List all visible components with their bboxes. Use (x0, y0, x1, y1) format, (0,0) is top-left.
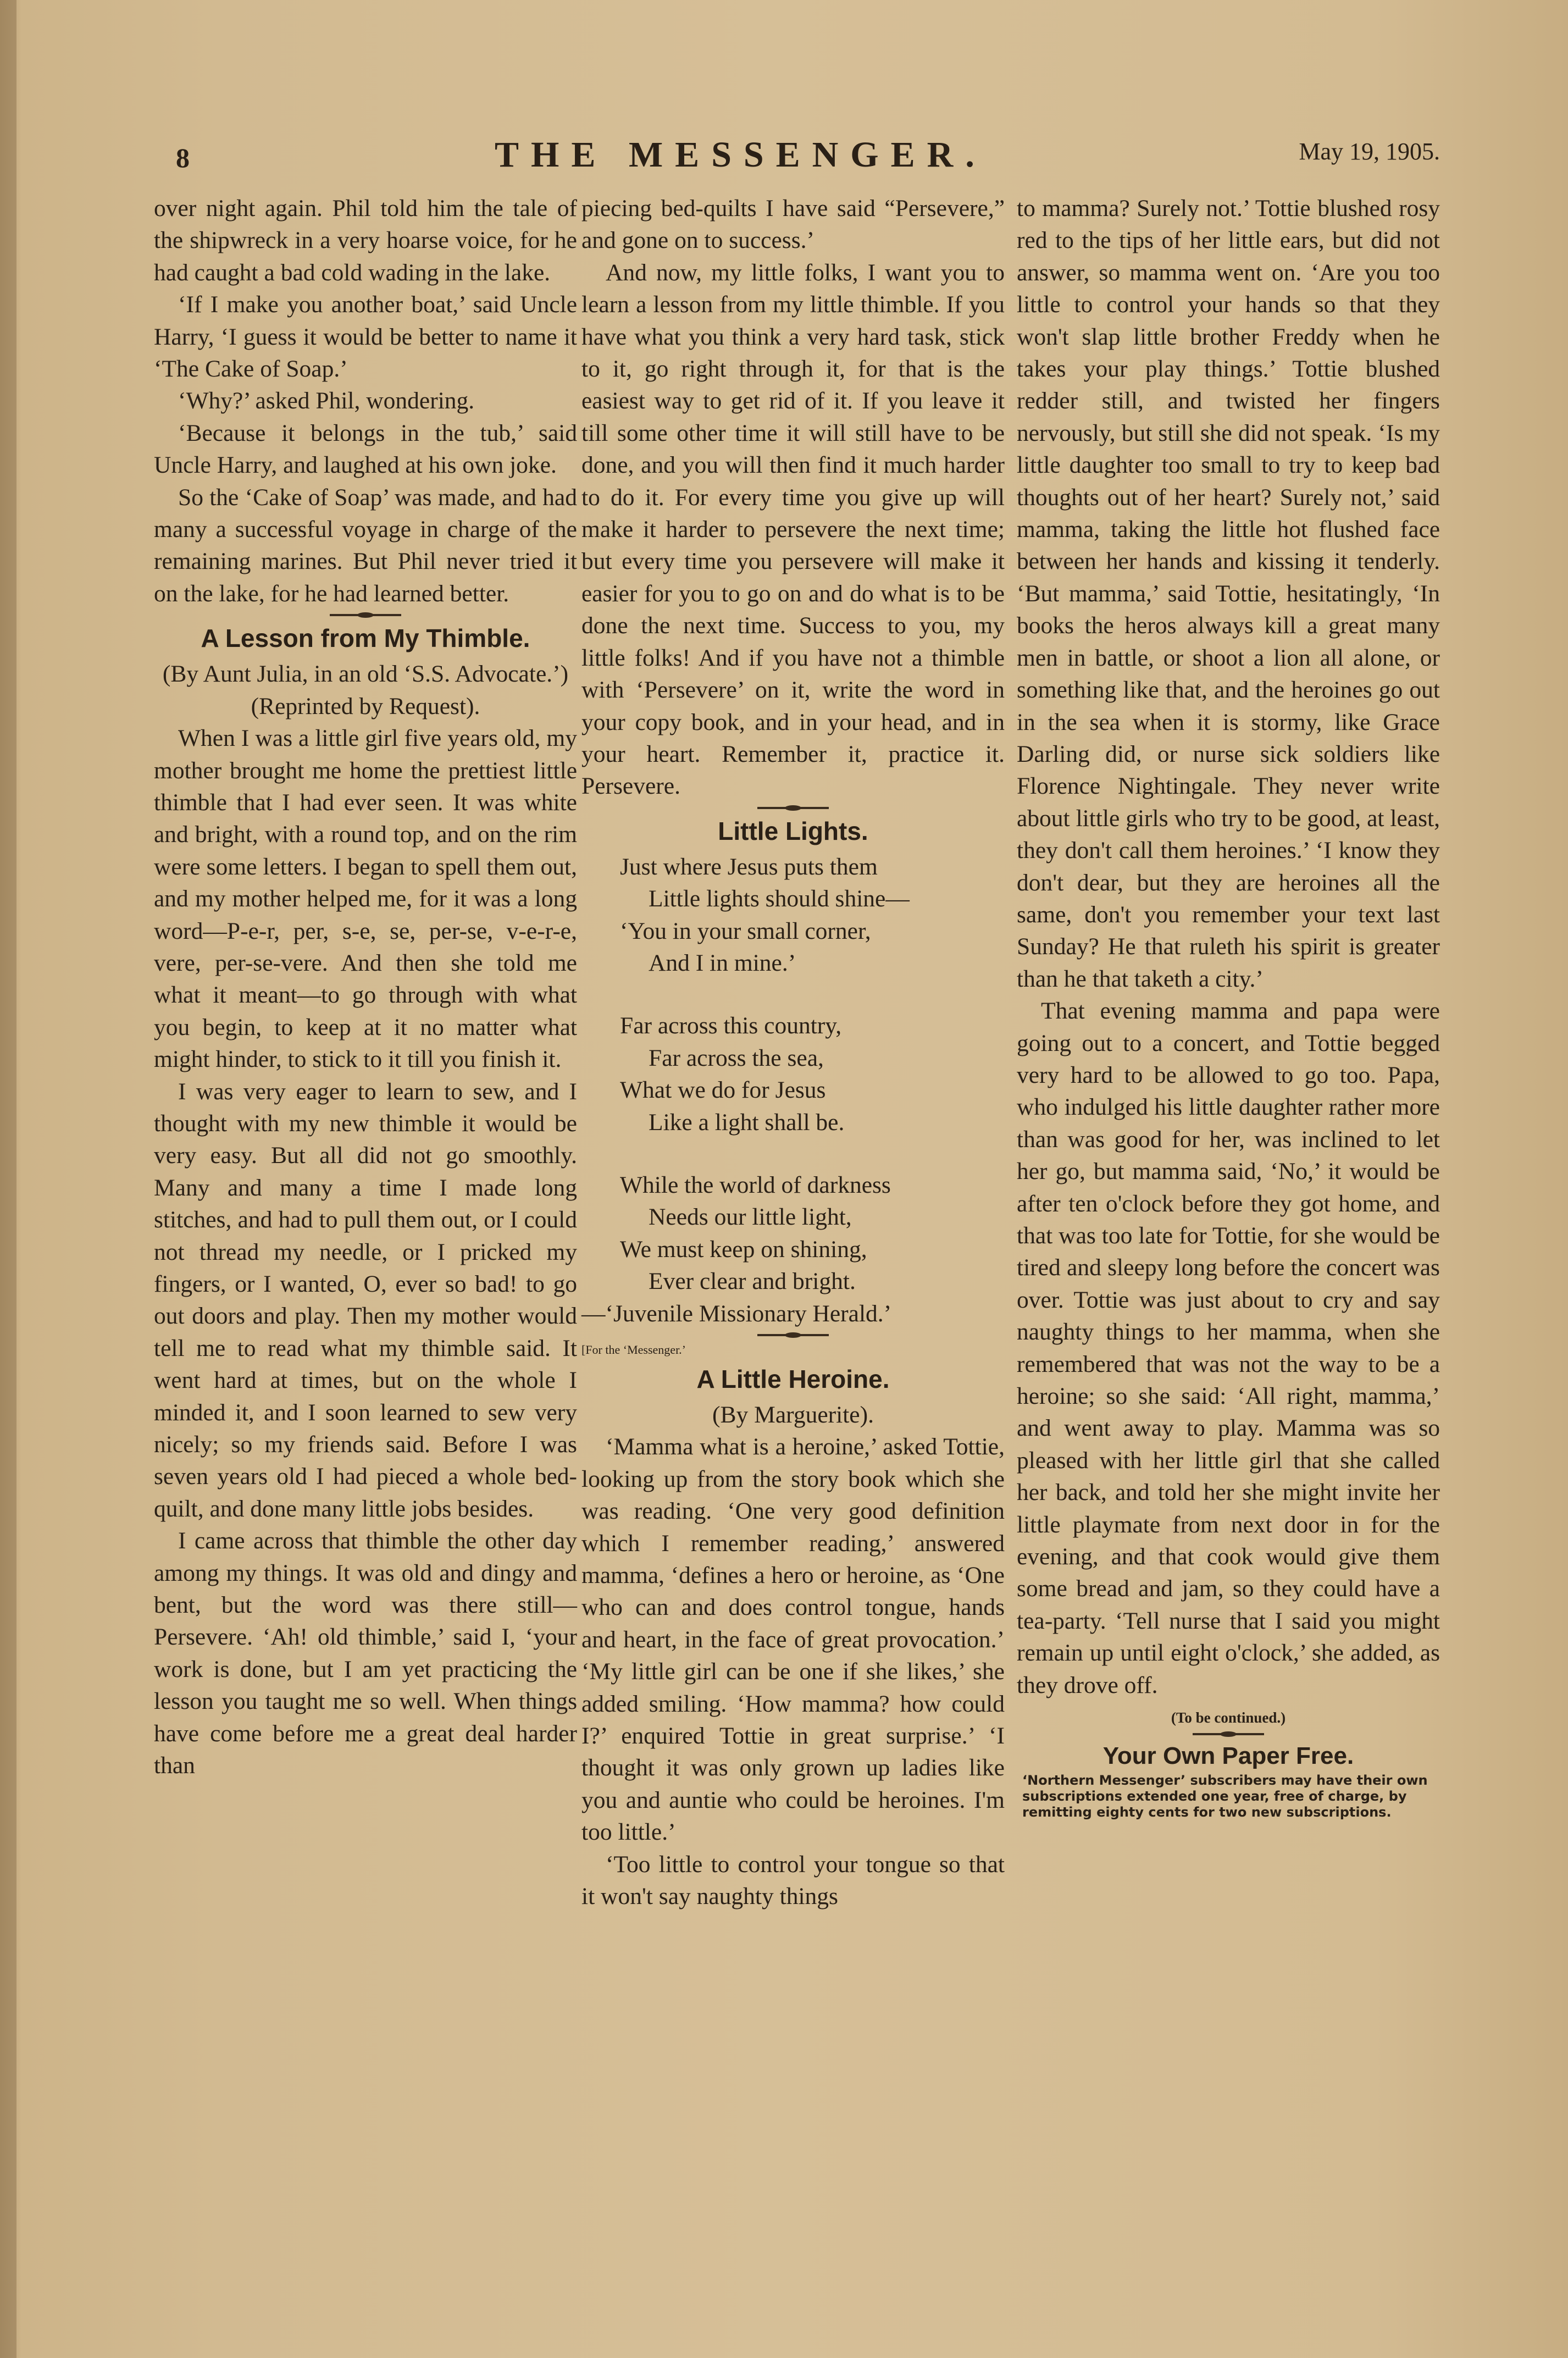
section-divider (757, 1334, 829, 1336)
article-paragraph: That evening mamma and papa were going out to a concert, and Tottie begged very hard to be allowed to go too. Papa, who indulged his little daughter rather more than was good for her, was inclined to let her go, but mamma said, ‘No,’ it would be after ten o'clock before they got home, and that was too late for Tottie, for she would be tired and sleepy long before the concert was over. Tottie was just about to cry and say naughty things to her mamma, when she remembered that was not the way to be a heroine; so she said: ‘All right, mamma,’ and went away to play. Mamma was so pleased with her little girl that she called her back, and told her she might invite her little playmate from next door in for the evening, and that cook would give them some bread and jam, so they could have a tea-party. ‘Tell nurse that I said you might remain up until eight o'clock,’ she added, as they drove off. (1017, 998, 1440, 1698)
story-paragraph: So the ‘Cake of Soap’ was made, and had many a successful voyage in charge of the remaining marines. But Phil never tried it on the lake, for he had learned better. (154, 484, 577, 607)
article-title-thimble: A Lesson from My Thimble. (201, 624, 530, 653)
masthead-title: THE MESSENGER. (495, 135, 987, 175)
article-paragraph: And now, my little folks, I want you to learn a lesson from my little thimble. If you have what you think a very hard task, stick to it, go right through it, for that is the easiest way to get rid of it. If you leave it till some other time it will still have to be done, and you will then find it much harder to do it. For every time you give up will make it harder to persevere the next time; but every time you persevere will make it easier for you to go on and do what is to be done the next time. Success to you, my little folks! And if you have not a thimble with ‘Persevere’ on it, write the word in your copy book, and in your head, and in your heart. Remember it, practice it. Persevere. (581, 259, 1005, 800)
poem-line: We must keep on shining, (620, 1236, 867, 1263)
notice-title: Your Own Paper Free. (1102, 1742, 1354, 1770)
article-paragraph: When I was a little girl five years old, my mother brought me home the prettiest little thimble that I had ever seen. It was white and bright, with a round top, and on the rim were some letters. I began to spell them out, and my mother helped me, for it was a long word—P-e-r, per, s-e, se, per-se, v-e-r-e, vere, per-se-vere. And then she told me what it meant—to go through with what you begin, to keep at it no matter what might hinder, to stick to it till you finish it. (154, 725, 577, 1073)
section-divider (330, 614, 401, 616)
column-left (154, 192, 577, 1782)
page-number: 8 (176, 142, 190, 173)
article-paragraph: I was very eager to learn to sew, and I thought with my new thimble it would be very easy. But all did not go smoothly. Many and many a time I made long stitches, and had to pull them out, or I could not thread my needle, or I pricked my fingers, or I wanted, O, ever so bad! to go out doors and play. Then my mother would tell me to read what my thimble said. It went hard at times, but on the whole I minded it, and I soon learned to sew very nicely; so my friends said. Before I was seven years old I had pieced a whole bed-quilt, and done many little jobs besides. (154, 1078, 577, 1522)
article-paragraph: ‘Mamma what is a heroine,’ asked Tottie, looking up from the story book which she was reading. ‘One very good definition which I remember reading,’ answered mamma, ‘defines a hero or heroine, as ‘One who can and does control tongue, hands and heart, in the face of great provocation.’ ‘My little girl can be one if she likes,’ she added smiling. ‘How mamma? how could I?’ enquired Tottie in great surprise.’ ‘I thought it was only grown up ladies like you and auntie who could be heroines. I'm too little.’ (581, 1433, 1005, 1846)
poem-line: And I in mine.’ (649, 949, 796, 976)
poem-line: Little lights should shine— (649, 885, 910, 912)
column-middle (581, 192, 1005, 1913)
poem-line: Far across the sea, (649, 1044, 824, 1071)
story-paragraph: ‘If I make you another boat,’ said Uncle Harry, ‘I guess it would be better to name it ‘The Cake of Soap.’ (154, 291, 577, 383)
poem-body (581, 851, 1005, 1298)
poem-line: Needs our little light, (649, 1204, 852, 1231)
issue-date: May 19, 1905. (1299, 138, 1440, 165)
page-header (154, 131, 1440, 180)
poem-title: Little Lights. (718, 816, 868, 845)
contribution-note: [For the ‘Messenger.’ (581, 1343, 686, 1357)
story-paragraph: ‘Because it belongs in the tub,’ said Uncle Harry, and laughed at his own joke. (154, 419, 577, 479)
section-divider (757, 807, 829, 809)
poem-line: Ever clear and bright. (649, 1268, 856, 1295)
notice-body: ‘Northern Messenger’ subscribers may have their own subscriptions extended one year, free of charge, by remitting eighty cents for two new subscriptions. (1022, 1773, 1428, 1820)
story-paragraph: ‘Why?’ asked Phil, wondering. (178, 388, 475, 414)
article-byline: (By Marguerite). (712, 1402, 874, 1428)
article-continuation-paragraph: to mamma? Surely not.’ Tottie blushed rosy red to the tips of her little ears, but did not answer, so mamma went on. ‘Are you too little to control your hands so that they won't slap little brother Freddy when he takes your play things.’ Tottie blushed redder still, and twisted her fingers nervously, but still she did not speak. ‘Is my little daughter too small to try to keep bad thoughts out of her heart? Surely not,’ said mamma, taking the little hot flushed face between her hands and kissing it tenderly. ‘But mamma,’ said Tottie, hesitatingly, ‘In books the heros always kill a great many men in battle, or shoot a lion all alone, or something like that, and the heroines go out in the sea when it is stormy, like Grace Darling did, or nurse sick soldiers like Florence Nightingale. They never write about little girls who try to be good, at least, they don't call them heroines.’ ‘I know they don't dear, but they are heroines all the same, don't you remember your text last Sunday? He that ruleth his spirit is greater than he that taketh a city.’ (1017, 195, 1440, 992)
poem-line: Just where Jesus puts them (620, 853, 878, 880)
poem-line: ‘You in your small corner, (620, 917, 871, 944)
section-divider (1193, 1733, 1264, 1735)
poem-line: Like a light shall be. (649, 1109, 845, 1136)
article-paragraph: I came across that thimble the other day among my things. It was old and dingy and bent, but the word was there still—Persevere. ‘Ah! old thimble,’ said I, ‘your work is done, but I am yet practicing the lesson you taught me so well. When things have come before me a great deal harder than (154, 1527, 577, 1779)
article-title-heroine: A Little Heroine. (696, 1365, 890, 1393)
article-paragraph: ‘Too little to control your tongue so that it won't say naughty things (581, 1851, 1005, 1910)
continued-note: (To be continued.) (1171, 1709, 1286, 1726)
poem-line: What we do for Jesus (620, 1077, 826, 1104)
column-right (1017, 192, 1440, 1820)
poem-line: Far across this country, (620, 1012, 842, 1039)
article-byline: (By Aunt Julia, in an old ‘S.S. Advocate.’) (162, 661, 569, 688)
poem-line: While the world of darkness (620, 1171, 891, 1198)
article-reprint-note: (Reprinted by Request). (251, 693, 480, 719)
article-continuation-paragraph: piecing bed-quilts I have said “Persevere,” and gone on to success.’ (581, 195, 1005, 254)
poem-credit: —‘Juvenile Missionary Herald.’ (581, 1300, 892, 1327)
story-continuation-paragraph: over night again. Phil told him the tale of the shipwreck in a very hoarse voice, for he had caught a bad cold wading in the lake. (154, 195, 577, 286)
